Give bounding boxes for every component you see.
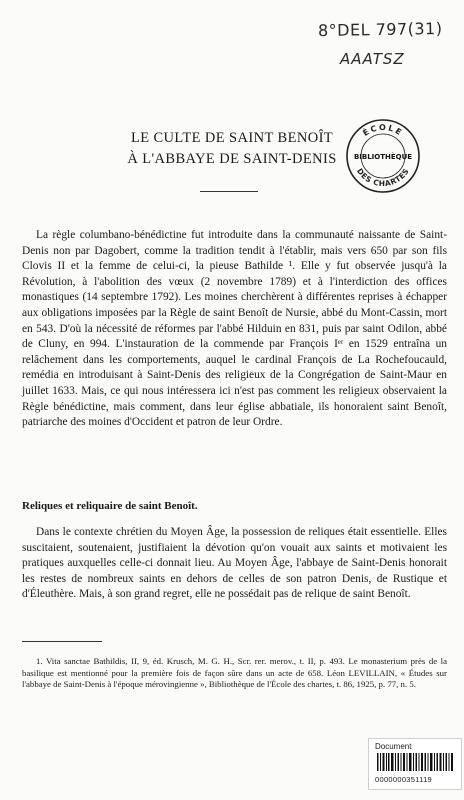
svg-text:DES CHARTES [355,167,411,188]
footnote: 1. Vita sanctae Bathildis, II, 9, éd. Krusch, M. G. H., Scr. rer. merov., t. II, p. 493. Le monasterium près de la basilique est mentionné pour la première fois de façon sûre dans un acte de 658. Léon LEVILLAIN, « Études sur l'abbaye de Saint-Denis à l'époque mérovingienne », Bibliothèque de l'École des chartes, t. 86, 1925, p. 77, n. 5. [22,656,447,690]
body-paragraph-1: La règle columbano-bénédictine fut introduite dans la communauté naissante de Saint-Denis non par Dagobert, comme la tradition tendit à l'établir, mais vers 650 par son fils Clovis II et la femme de celui-ci, la pieuse Bathilde ¹. Elle y fut observée jusqu'à la Révolution, à l'abolition des vœux (2 novembre 1789) et à l'interdiction des offices monastiques (14 septembre 1792). Les moines cherchèrent à différentes reprises à échapper aux obligations imposées par la Règle de saint Benoît de Nursie, abbé du Mont-Cassin, mort en 543. D'où la nécessité de réformes par l'abbé Hilduin en 831, puis par saint Odilon, abbé de Cluny, en 994. L'instauration de la commende par François Iᵉʳ en 1529 entraîna un relâchement dans les comportements, auquel le cardinal François de La Rochefoucauld, remédia en introduisant à Saint-Denis des religieux de la Congrégation de Saint-Maur en juillet 1633. Mais, ce qui nous intéressera ici n'est pas comment les religieux observaient la Règle bénédictine, mais comment, dans leur église abbatiale, ils honoraient saint Benoît, patriarche des moines d'Occident et patron de leur Ordre. [22,229,447,429]
handwritten-code: AAATSZ [340,50,405,68]
title-divider [200,191,258,192]
barcode [377,753,453,771]
stamp-top-text: ÉCOLE [361,122,405,138]
article-title-line1: LE CULTE DE SAINT BENOÎT [130,130,334,146]
stamp-middle-text: BIBLIOTHÈQUE [353,153,413,161]
label-number: 0000000351119 [375,775,433,784]
footnote-divider [22,641,102,642]
handwritten-shelfmark: 8°DEL 797(31) [317,18,443,41]
document-barcode-label [368,738,462,790]
label-title: Document [375,742,412,751]
article-title-line2: À L'ABBAYE DE SAINT-DENIS [127,151,337,167]
section-heading: Reliques et reliquaire de saint Benoît. [22,500,198,512]
stamp-bottom-text: DES CHARTES [355,166,411,189]
body-paragraph-2: Dans le contexte chrétien du Moyen Âge, la possession de reliques était essentielle. Elles suscitaient, soutenaient, justifiaient la dévotion qu'on vouait aux saints et motivaient les pratiques auxquelles celle-ci donnait lieu. Au Moyen Âge, l'abbaye de Saint-Denis honorait les restes de nombreux saints en dehors de celles de son patron Denis, de Rustique et d'Éleuthère. Mais, à son grand regret, elle ne possédait pas de relique de saint Benoît. [22,526,447,601]
